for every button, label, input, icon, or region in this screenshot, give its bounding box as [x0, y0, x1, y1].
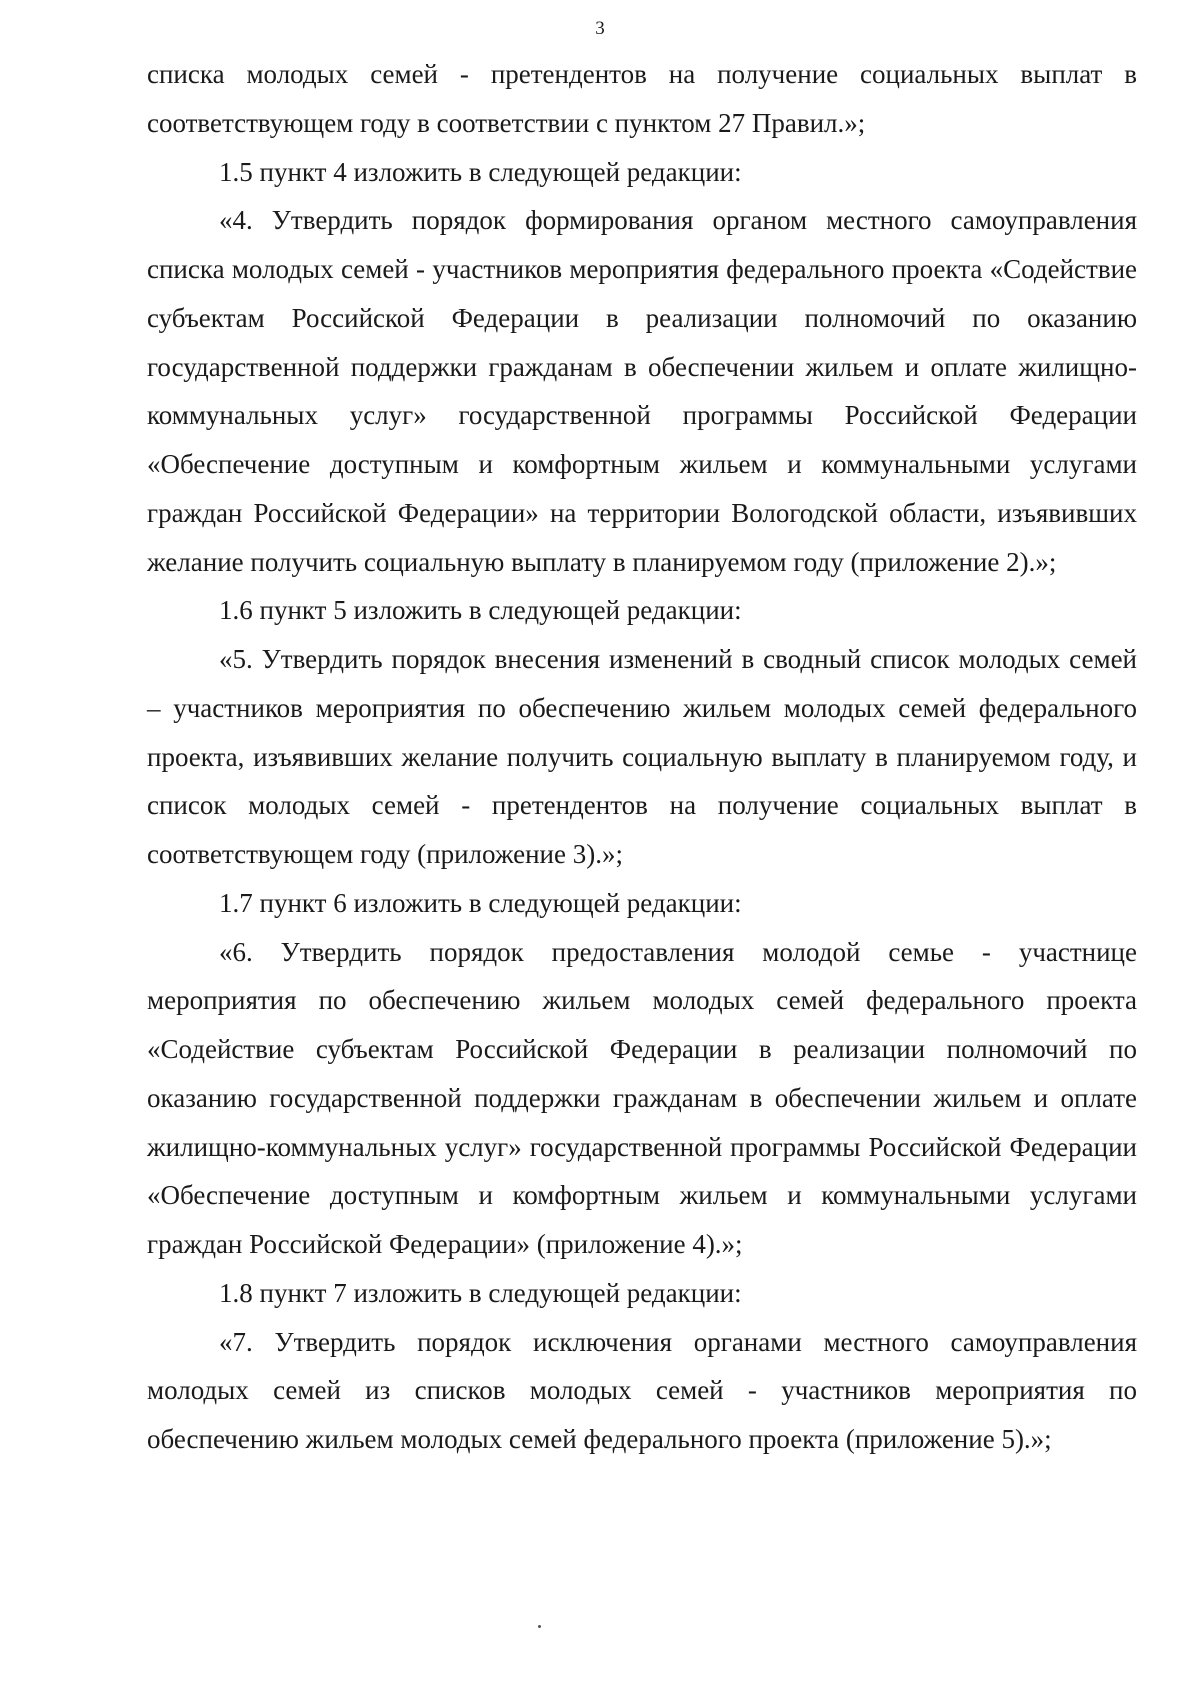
paragraph-item-1-6: 1.6 пункт 5 изложить в следующей редакции:	[219, 595, 742, 626]
paragraph-item-1-8: 1.8 пункт 7 изложить в следующей редакции:	[219, 1277, 742, 1308]
paragraph-clause-7: «7. Утвердить порядок исключения органами местного самоуправления молодых семей из списков молодых семей - участников мероприятия по обеспечению жильем молодых семей федерального проекта (приложение 5).»;	[147, 1326, 1137, 1454]
paragraph-clause-5: «5. Утвердить порядок внесения изменений в сводный список молодых семей – участников мероприятия по обеспечению жильем молодых семей федерального проекта, изъявивших желание получить социальную выплату в планируемом году, и список молодых семей - претендентов на получение социальных выплат в соответствующем году (приложение 3).»;	[147, 644, 1137, 869]
paragraph-clause-6: «6. Утвердить порядок предоставления молодой семье - участнице мероприятия по обеспечению жильем молодых семей федерального проекта «Содействие субъектам Российской Федерации в реализации полномочий по оказанию государственной поддержки гражданам в обеспечении жильем и оплате жилищно-коммунальных услуг» государственной программы Российской Федерации «Обеспечение доступным и комфортным жильем и коммунальными услугами граждан Российской Федерации» (приложение 4).»;	[147, 936, 1137, 1259]
scan-speck	[538, 1625, 541, 1628]
document-body	[147, 50, 1137, 1464]
paragraph-continuation: списка молодых семей - претендентов на получение социальных выплат в соответствующем году в соответствии с пунктом 27 Правил.»;	[147, 59, 1137, 138]
paragraph-item-1-7: 1.7 пункт 6 изложить в следующей редакции:	[219, 887, 742, 918]
paragraph-item-1-5: 1.5 пункт 4 изложить в следующей редакции:	[219, 156, 742, 187]
paragraph-clause-4: «4. Утвердить порядок формирования органом местного самоуправления списка молодых семей - участников мероприятия федерального проекта «Содействие субъектам Российской Федерации в реализации полномочий по оказанию государственной поддержки гражданам в обеспечении жильем и оплате жилищно-коммунальных услуг» государственной программы Российской Федерации «Обеспечение доступным и комфортным жильем и коммунальными услугами граждан Российской Федерации» на территории Вологодской области, изъявивших желание получить социальную выплату в планируемом году (приложение 2).»;	[147, 205, 1137, 577]
page-number: 3	[595, 18, 605, 39]
